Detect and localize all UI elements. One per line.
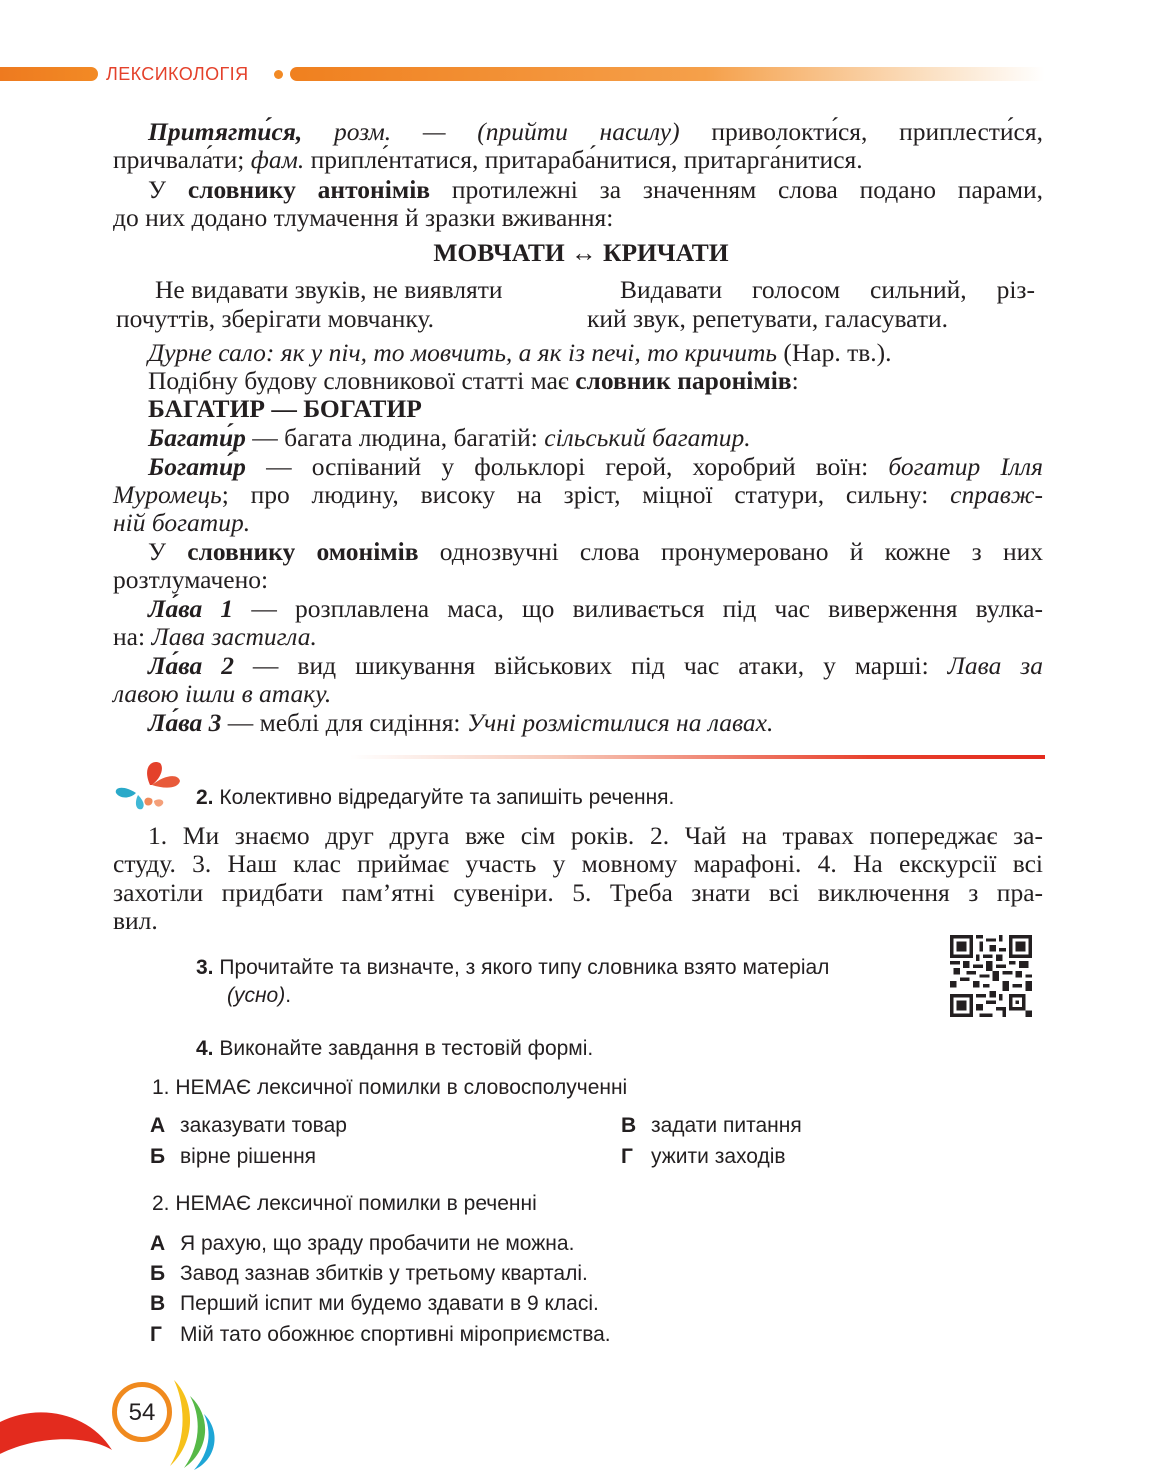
paronyms-intro: Подібну будову словникової статті має словник паронімів:: [148, 366, 799, 395]
exercise-2-line-2: студу. 3. Наш клас приймає участь у мовному марафоні. 4. На екскурсії всі: [113, 849, 1043, 878]
paronym-entry-1: Багати́р — багата людина, багатій: сільський багатир.: [148, 423, 751, 452]
antonym-right-def-1: Видавати голосом сильний, різ-: [620, 275, 1035, 304]
exercise-3-note: (усно).: [227, 984, 292, 1007]
exercise-2-line-4: вил.: [113, 906, 158, 935]
synonym-words: приволокти́ся, приплести́ся,: [679, 117, 1043, 146]
question-2-option-v[interactable]: В Перший іспит ми будемо здавати в 9 класі.: [150, 1292, 599, 1315]
antonym-left-def-1: Не видавати звуків, не виявляти: [155, 275, 503, 304]
antonyms-intro-2: до них додано тлумачення й зразки вживання:: [113, 203, 614, 232]
synonym-note: розм. — (прийти насилу): [302, 117, 680, 146]
question-1-option-v[interactable]: В задати питання: [621, 1114, 802, 1137]
antonym-example: Дурне сало: як у піч, то мовчить, а як із печі, то кричить (Нар. тв.).: [148, 338, 892, 367]
header-bar-right: [290, 67, 1045, 81]
homonym-entry-3: Ла́ва 3 — меблі для сидіння: Учні розмістилися на лавах.: [148, 708, 774, 737]
header-bar-left: [0, 67, 98, 81]
homonyms-term: словнику омонімів: [187, 537, 419, 566]
antonyms-heading: МОВЧАТИ ↔ КРИЧАТИ: [433, 238, 729, 267]
exercise-3-task: 3. Прочитайте та визначте, з якого типу словника взято матеріал: [196, 956, 830, 979]
homonym-entry-1-line-2: на: Лава застигла.: [113, 622, 317, 651]
question-2-option-b[interactable]: Б Завод зазнав збитків у третьому кварталі.: [150, 1262, 588, 1285]
homonym-entry-1-line-1: Ла́ва 1 — розплавлена маса, що виливається під час виверження вулка-: [148, 594, 1043, 623]
synonym-entry-line-2: причвала́ти; фам. припле́нтатися, притараба́нитися, притарга́нитися.: [113, 145, 863, 174]
exercise-2-line-3: захотіли придбати пам’ятні сувеніри. 5. Треба знати всі виключення з пра-: [113, 878, 1043, 907]
page-number: 54: [112, 1382, 172, 1442]
paronym-entry-2-line-2: Муромець; про людину, високу на зріст, міцної статури, сильну: справж-: [113, 480, 1043, 509]
butterflies-icon: [112, 757, 182, 815]
antonyms-intro-1: У словнику антонімів протилежні за значенням слова подано парами,: [148, 175, 1043, 204]
paronyms-heading: БАГАТИР — БОГАТИР: [148, 394, 422, 423]
exercise-2-line-1: 1. Ми знаємо друг друга вже сім років. 2. Чай на травах попереджає за-: [148, 821, 1043, 850]
question-2-option-a[interactable]: А Я рахую, що зраду пробачити не можна.: [150, 1232, 575, 1255]
exercise-2-task: 2. Колективно відредагуйте та запишіть речення.: [196, 786, 675, 809]
synonym-headword: Притягти́ся,: [148, 117, 303, 146]
homonyms-intro-2: розтлумачено:: [113, 565, 269, 594]
exercise-4-task: 4. Виконайте завдання в тестовій формі.: [196, 1037, 594, 1060]
homonyms-intro-1: У словнику омонімів однозвучні слова пронумеровано й кожне з них: [148, 537, 1043, 566]
homonym-entry-2-line-1: Ла́ва 2 — вид шикування військових під час атаки, у марші: Лава за: [148, 651, 1044, 680]
paronym-entry-2-line-3: ній богатир.: [113, 508, 251, 537]
question-1-option-b[interactable]: Б вірне рішення: [150, 1145, 317, 1168]
section-title: ЛЕКСИКОЛОГІЯ: [106, 64, 249, 84]
section-divider: [350, 755, 1045, 759]
question-2-option-g[interactable]: Г Мій тато обожнює спортивні міроприємства.: [150, 1323, 611, 1346]
question-1-option-a[interactable]: А заказувати товар: [150, 1114, 347, 1137]
paronym-entry-2-line-1: Богати́р — оспіваний у фольклорі герой, хоробрий воїн: богатир Ілля: [148, 452, 1044, 481]
question-2-text: 2. НЕМАЄ лексичної помилки в реченні: [152, 1192, 537, 1215]
question-1-text: 1. НЕМАЄ лексичної помилки в словосполученні: [152, 1076, 628, 1099]
antonym-right-def-2: кий звук, репетувати, галасувати.: [587, 304, 948, 333]
homonym-entry-2-line-2: лавою ішли в атаку.: [113, 679, 332, 708]
antonyms-term: словнику антонімів: [187, 175, 431, 204]
question-1-option-g[interactable]: Г ужити заходів: [621, 1145, 786, 1168]
qr-code-icon[interactable]: [950, 935, 1032, 1017]
antonym-left-def-2: почуттів, зберігати мовчанку.: [116, 304, 434, 333]
header-dot: [274, 70, 283, 79]
synonym-entry-line-1: [148, 118, 1043, 146]
paronyms-term: словник паронімів: [575, 366, 792, 395]
